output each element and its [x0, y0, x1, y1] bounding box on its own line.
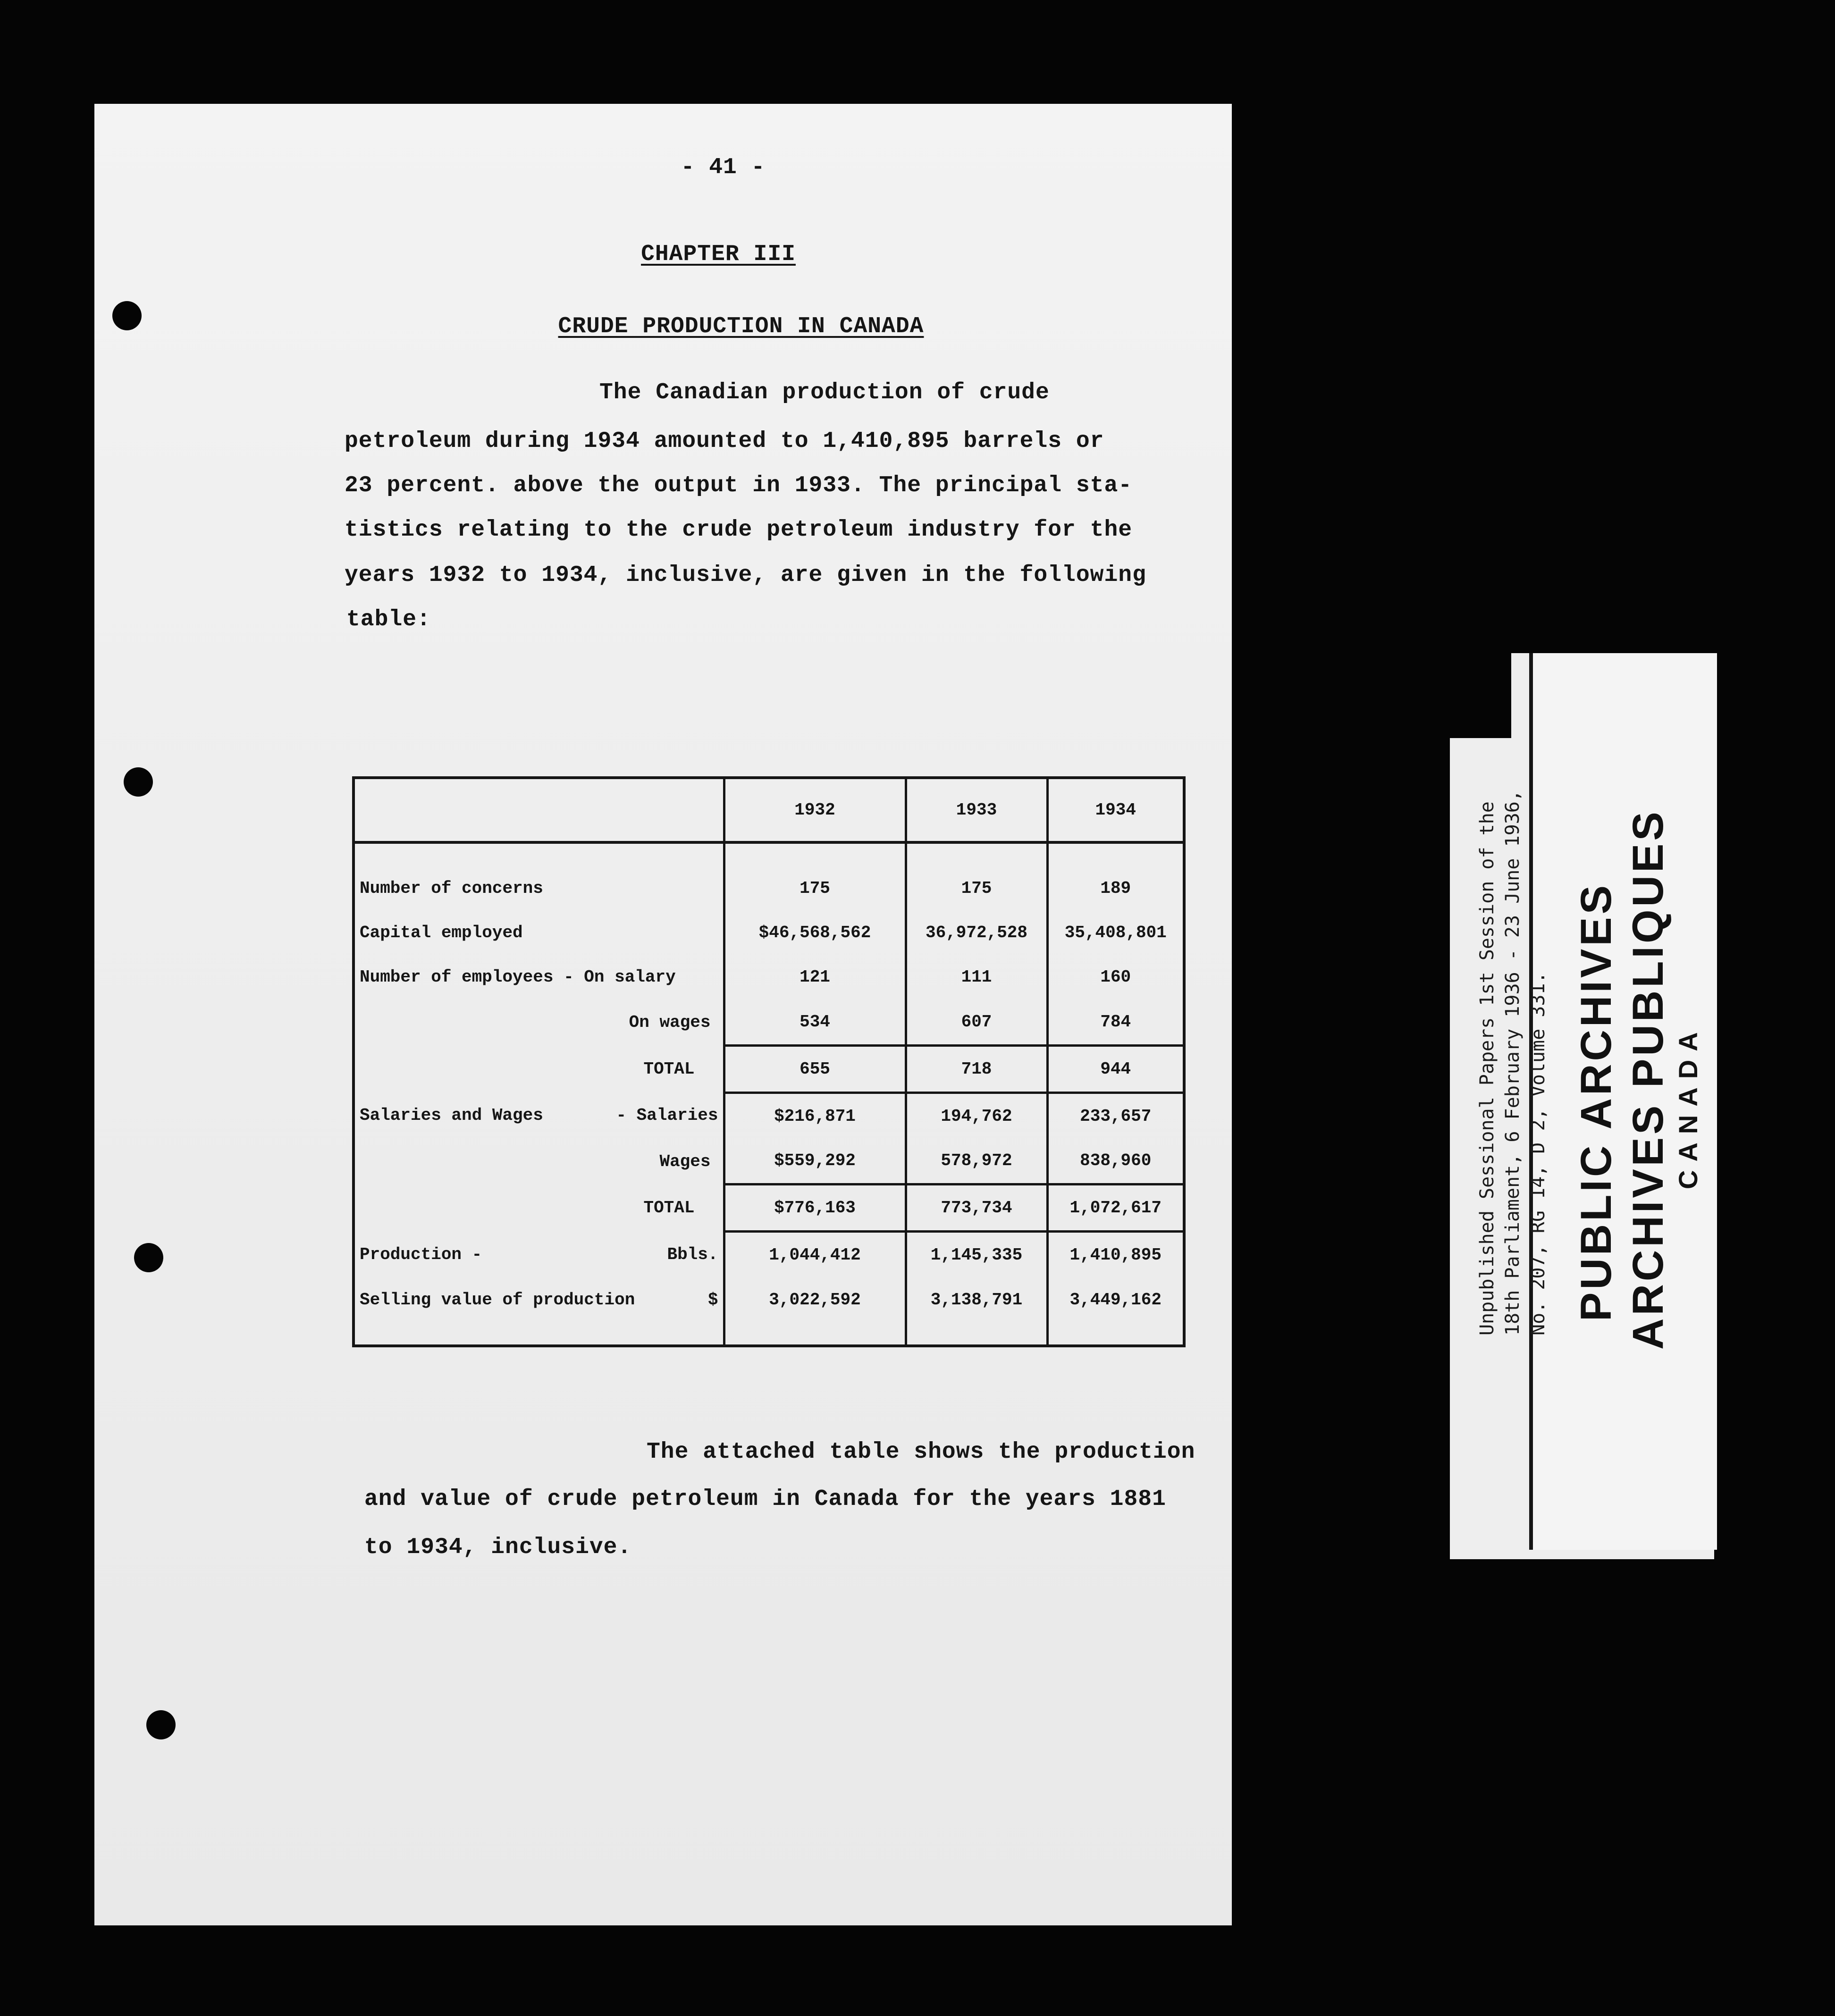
table-cell: 718	[906, 1045, 1047, 1092]
row-label-sub: $	[707, 1290, 718, 1310]
row-label-main: Production -	[360, 1244, 482, 1264]
table-cell: 607	[906, 1000, 1047, 1045]
paragraph-line: table:	[346, 607, 431, 632]
table-cell: 121	[724, 955, 906, 1000]
paragraph-line: 23 percent. above the output in 1933. The principal sta-	[345, 473, 1133, 498]
paragraph-line: The Canadian production of crude	[599, 380, 1050, 405]
table-header-cell: 1933	[906, 778, 1047, 842]
table-header-cell: 1932	[724, 778, 906, 842]
citation-line: No. 207, RG 14, D 2, Volume 331.	[1527, 972, 1549, 1336]
paragraph-line: and value of crude petroleum in Canada for the years 1881	[364, 1487, 1166, 1512]
public-archives-label: PUBLIC ARCHIVES	[1572, 882, 1620, 1321]
table-row	[354, 1139, 1184, 1184]
paragraph-line: to 1934, inclusive.	[364, 1535, 632, 1560]
table-row	[354, 1232, 1184, 1277]
table-cell: 3,138,791	[906, 1277, 1047, 1322]
table-cell: 1,410,895	[1047, 1232, 1184, 1277]
table-cell: 655	[724, 1045, 906, 1092]
citation-line: Unpublished Sessional Papers 1st Session of the	[1476, 801, 1498, 1336]
statistics-table	[352, 776, 1186, 1347]
table-row	[354, 1092, 1184, 1138]
table-cell: 944	[1047, 1045, 1184, 1092]
row-label	[354, 1092, 724, 1138]
table-cell: 175	[906, 866, 1047, 910]
stamp-notch	[1450, 653, 1511, 738]
table-cell: 773,734	[906, 1184, 1047, 1232]
table-header-row	[354, 778, 1184, 842]
binder-hole	[124, 767, 153, 797]
paragraph-line: The attached table shows the production	[647, 1439, 1195, 1465]
table-cell: 3,022,592	[724, 1277, 906, 1322]
page-number: - 41 -	[681, 155, 766, 180]
archives-publiques-label: ARCHIVES PUBLIQUES	[1624, 809, 1672, 1350]
row-label-main: Selling value of production	[360, 1290, 635, 1310]
table-row	[354, 1000, 1184, 1045]
table-row	[354, 911, 1184, 955]
row-label-sub: - Salaries	[616, 1106, 718, 1126]
table-cell: 175	[724, 866, 906, 910]
table-row	[354, 955, 1184, 1000]
table-total-row	[354, 1045, 1184, 1092]
table-cell: 1,044,412	[724, 1232, 906, 1277]
paragraph-line: tistics relating to the crude petroleum industry for the	[345, 517, 1133, 543]
table-cell: 189	[1047, 866, 1184, 910]
table-cell: 36,972,528	[906, 911, 1047, 955]
table-cell: 35,408,801	[1047, 911, 1184, 955]
table-cell: 578,972	[906, 1139, 1047, 1184]
row-label	[354, 1277, 724, 1322]
row-label: Wages	[659, 1151, 711, 1171]
chapter-title: CHAPTER III	[641, 242, 796, 267]
table-cell: $559,292	[724, 1139, 906, 1184]
table-cell: 233,657	[1047, 1092, 1184, 1138]
canada-label: CANADA	[1673, 1024, 1703, 1189]
table-cell: 784	[1047, 1000, 1184, 1045]
table-row	[354, 866, 1184, 910]
table-cell: 1,145,335	[906, 1232, 1047, 1277]
table-total-row	[354, 1184, 1184, 1232]
row-label: Number of concerns	[360, 878, 543, 898]
table-header-cell: 1934	[1047, 778, 1184, 842]
table-row	[354, 1277, 1184, 1322]
table-header-cell	[354, 778, 724, 842]
binder-hole	[146, 1710, 176, 1739]
section-heading: CRUDE PRODUCTION IN CANADA	[558, 314, 924, 339]
row-label: TOTAL	[643, 1059, 695, 1079]
citation-line: 18th Parliament, 6 February 1936 - 23 June 1936,	[1502, 790, 1524, 1336]
table-cell: 838,960	[1047, 1139, 1184, 1184]
table-cell: 111	[906, 955, 1047, 1000]
row-label: Capital employed	[360, 923, 523, 943]
row-label: TOTAL	[643, 1198, 695, 1218]
table-cell: $216,871	[724, 1092, 906, 1138]
row-label-sub: Bbls.	[667, 1244, 718, 1264]
table-cell: 160	[1047, 955, 1184, 1000]
row-label: On wages	[629, 1013, 711, 1033]
binder-hole	[134, 1243, 163, 1272]
paragraph-line: petroleum during 1934 amounted to 1,410,895 barrels or	[345, 428, 1104, 454]
row-label: Number of employees - On salary	[360, 967, 676, 987]
row-label-main: Salaries and Wages	[360, 1106, 543, 1126]
binder-hole	[112, 301, 142, 330]
paragraph-line: years 1932 to 1934, inclusive, are given in the following	[345, 563, 1146, 588]
table-cell: 1,072,617	[1047, 1184, 1184, 1232]
row-label	[354, 1232, 724, 1277]
table-cell: 194,762	[906, 1092, 1047, 1138]
table-cell: 3,449,162	[1047, 1277, 1184, 1322]
table-cell: 534	[724, 1000, 906, 1045]
table-cell: $46,568,562	[724, 911, 906, 955]
document-page	[94, 104, 1232, 1925]
table-cell: $776,163	[724, 1184, 906, 1232]
